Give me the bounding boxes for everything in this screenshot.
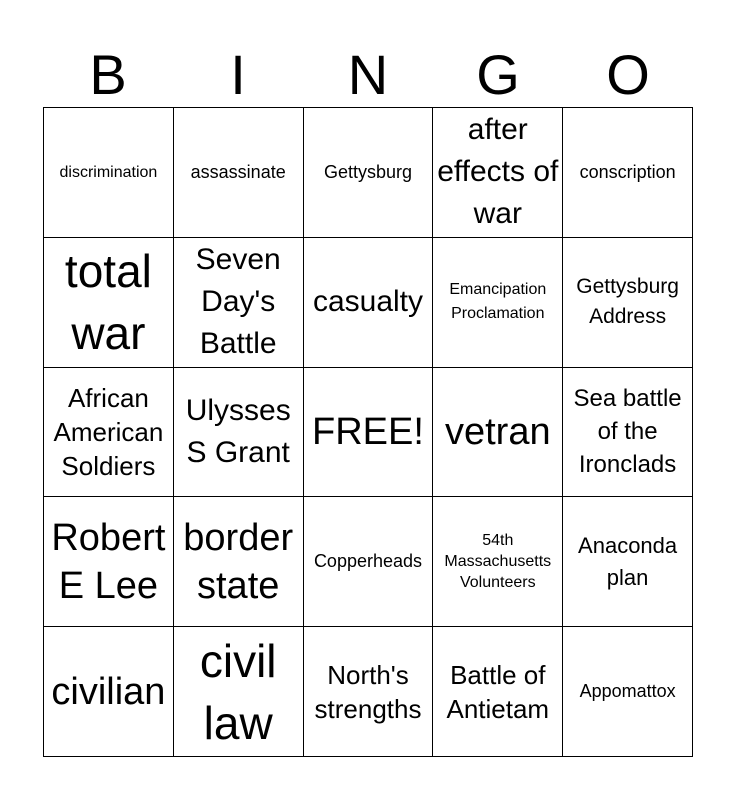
bingo-cell bbox=[304, 108, 434, 238]
header-letter-i: I bbox=[230, 43, 246, 106]
cell-text: vetran bbox=[444, 410, 551, 453]
cell-text: Seven Day's Battle bbox=[195, 243, 281, 361]
bingo-cell bbox=[304, 627, 434, 757]
cell-text: civil law bbox=[199, 634, 277, 749]
header-letter-g: G bbox=[476, 43, 520, 106]
bingo-cell bbox=[563, 108, 693, 238]
cell-text: Anaconda plan bbox=[578, 532, 678, 590]
cell-text: after effects of war bbox=[437, 113, 559, 231]
bingo-cell bbox=[563, 238, 693, 368]
cell-text: assassinate bbox=[190, 161, 286, 182]
free-space bbox=[304, 368, 434, 498]
cell-text: conscription bbox=[579, 161, 676, 182]
bingo-cell bbox=[174, 627, 304, 757]
cell-text: Ulysses S Grant bbox=[185, 393, 291, 469]
bingo-cell bbox=[44, 497, 174, 627]
cell-text: Battle of Antietam bbox=[446, 659, 550, 724]
cell-text: 54th Massachusetts Volunteers bbox=[444, 532, 552, 592]
bingo-cell bbox=[433, 497, 563, 627]
bingo-cell bbox=[304, 238, 434, 368]
bingo-board bbox=[43, 107, 693, 757]
header-letter-o: O bbox=[606, 43, 650, 106]
bingo-header bbox=[43, 40, 693, 110]
cell-text: casualty bbox=[312, 285, 424, 319]
bingo-cell bbox=[174, 497, 304, 627]
cell-text: Gettysburg bbox=[323, 161, 413, 182]
bingo-cell bbox=[44, 368, 174, 498]
bingo-cell bbox=[563, 627, 693, 757]
bingo-cell bbox=[563, 497, 693, 627]
header-letter-n: N bbox=[347, 43, 389, 106]
cell-text: Copperheads bbox=[313, 551, 423, 572]
cell-text: Robert E Lee bbox=[51, 516, 166, 607]
bingo-cell bbox=[174, 368, 304, 498]
cell-text: FREE! bbox=[312, 410, 424, 453]
cell-text: border state bbox=[183, 516, 294, 607]
cell-text: civilian bbox=[51, 670, 166, 713]
cell-text: Sea battle of the Ironclads bbox=[573, 385, 682, 479]
bingo-cell bbox=[174, 238, 304, 368]
cell-text: Gettysburg Address bbox=[576, 275, 679, 329]
bingo-cell bbox=[304, 497, 434, 627]
bingo-cell bbox=[44, 108, 174, 238]
cell-text: Emancipation Proclamation bbox=[449, 281, 547, 323]
cell-text: total war bbox=[64, 245, 152, 360]
cell-text: discrimination bbox=[59, 163, 158, 181]
bingo-cell bbox=[433, 368, 563, 498]
cell-text: North's strengths bbox=[314, 659, 422, 724]
cell-text: Appomattox bbox=[579, 681, 676, 702]
bingo-cell bbox=[174, 108, 304, 238]
bingo-cell bbox=[563, 368, 693, 498]
bingo-cell bbox=[433, 627, 563, 757]
header-letter-b: B bbox=[89, 43, 127, 106]
bingo-cell bbox=[433, 238, 563, 368]
bingo-cell bbox=[44, 627, 174, 757]
bingo-cell bbox=[44, 238, 174, 368]
cell-text: African American Soldiers bbox=[53, 382, 164, 481]
bingo-cell bbox=[433, 108, 563, 238]
